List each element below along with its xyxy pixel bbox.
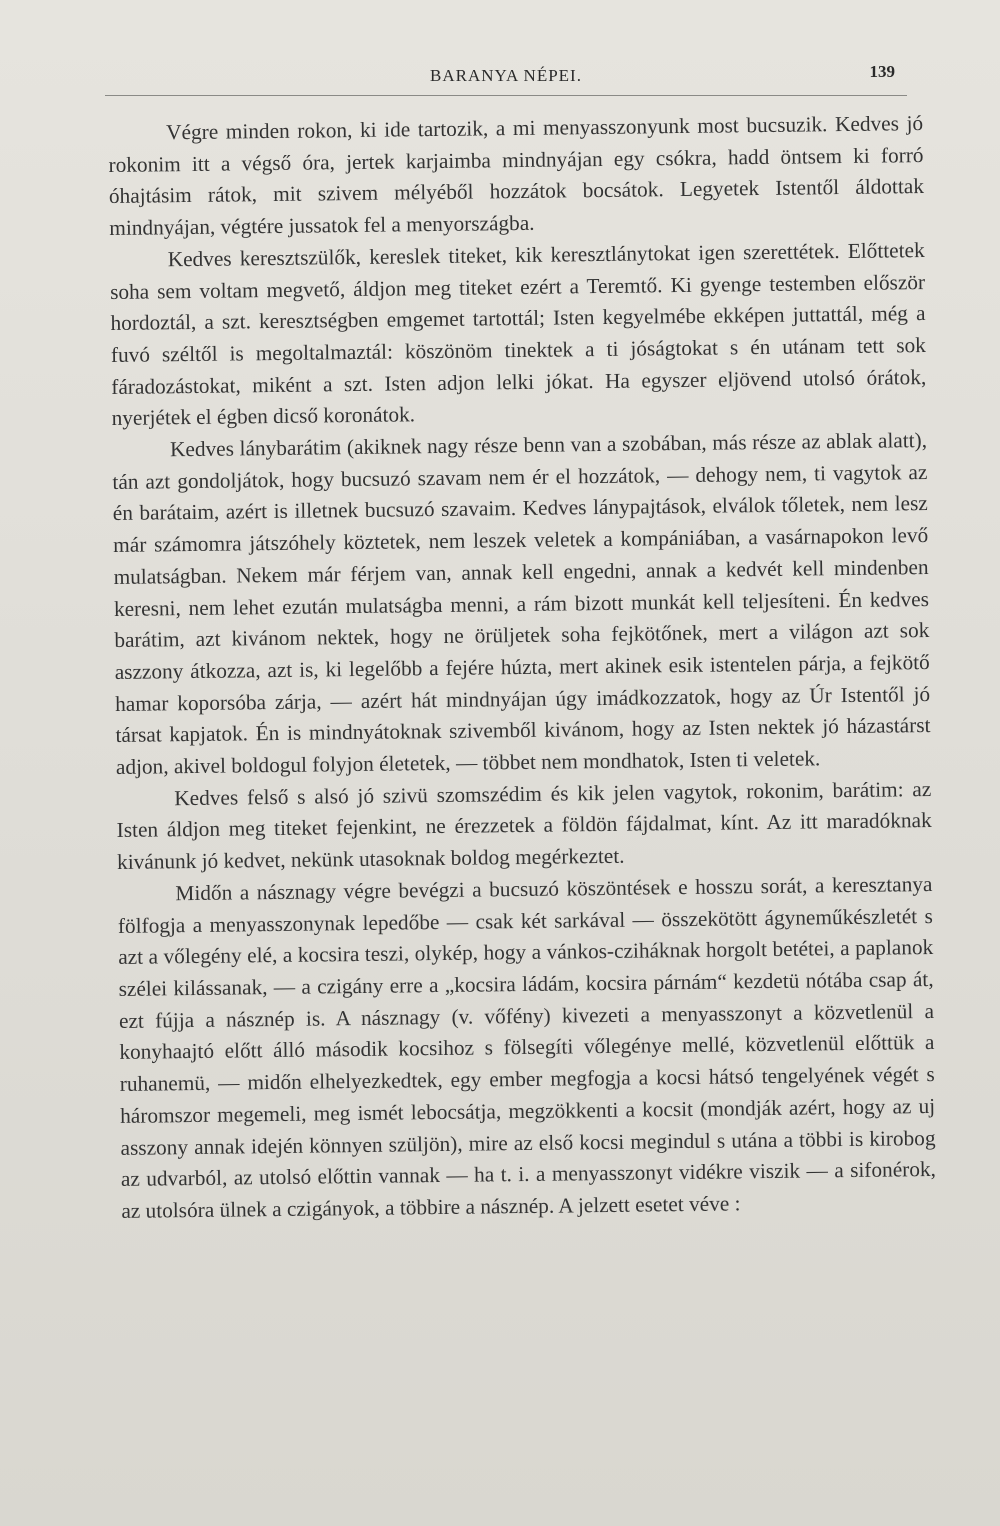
page-number: 139 <box>869 62 895 81</box>
body-text <box>108 108 936 1227</box>
paragraph: Midőn a násznagy végre bevégzi a bucsuzó köszöntések e hosszu sorát, a keresztanya fölfogja a menyasszonynak lepedőbe — csak két sarkával — összekötött ágyneműkészletét s azt a vőlegény elé, a kocsira teszi, olykép, hogy a vánkos-cziháknak horgolt betétei, a paplanok szélei kilássanak, — a czigány erre a „kocsira ládám, kocsira párnám“ kezdetü nótába csap át, ezt fújja a násznép is. A násznagy (v. vőfény) kivezeti a menyasszonyt a közvetlenül a konyhaajtó előtt álló második kocsihoz s fölsegíti vőlegénye mellé, közvetlenül előttük a ruhanemü, — midőn elhelyezkedtek, egy ember megfogja a kocsi hátsó tengelyének végét s háromszor megemeli, meg ismét lebocsátja, megzökkenti a kocsit (mondják azért, hogy az uj asszony annak idején könnyen szüljön), mire az első kocsi megindul s utána a többi is kirobog az udvarból, az utolsó előttin vannak — ha t. i. a menyasszonyt vidékre viszik — a sifonérok, az utolsóra ülnek a czigányok, a többire a násznép. A jelzett esetet véve : <box>117 871 937 1223</box>
header-rule <box>105 95 907 96</box>
page-header <box>105 58 907 98</box>
paragraph: Kedves lánybarátim (akiknek nagy része benn van a szobában, más része az ablak alatt), tán azt gondoljátok, hogy bucsuzó szavam nem ér el hozzátok, — dehogy nem, ti vagytok az én barátaim, azért is illetnek bucsuzó szavaim. Kedves lánypajtások, elválok tőletek, nem lesz már számomra játszóhely köztetek, nem leszek veletek a kompániában, a vasárnapokon levő mulatságban. Nekem már férjem van, annak kell engedni, annak a kedvét kell mindenben keresni, nem lehet ezután mulatságba menni, a rám bizott munkát kell teljesíteni. Én kedves barátim, azt kivánom nektek, hogy ne örüljetek soha fejkötőnek, mert a világon azt sok aszzony átkozza, azt is, ki legelőbb a fejére húzta, mert akinek esik istentelen párja, a fejkötő hamar koporsóba zárja, — azért hát mindnyájan úgy imádkozzatok, hogy az Úr Istentől jó társat kapjatok. Én is mindnyátoknak szivemből kivánom, hogy az Isten nektek jó házastárst adjon, akivel boldogul folyjon életetek, — többet nem mondhatok, Isten ti veletek. <box>112 428 931 780</box>
running-title: BARANYA NÉPEI. <box>430 66 582 85</box>
paragraph: Kedves felső s alsó jó szivü szomszédim és kik jelen vagytok, rokonim, barátim: az Isten áldjon meg titeket fejenkint, ne érezzetek a földön fájdalmat, kínt. Az itt maradóknak kivánunk jó kedvet, nekünk utasoknak boldog megérkeztet. <box>116 776 932 875</box>
paragraph: Végre minden rokon, ki ide tartozik, a mi menyasszonyunk most bucsuzik. Kedves jó rokonim itt a végső óra, jertek karjaimba mindnyájan egy csókra, hadd öntsem ki forró óhajtásim rátok, mit szivem mélyéből hozzátok bocsátok. Legyetek Istentől áldottak mindnyájan, végtére jussatok fel a menyországba. <box>108 111 925 241</box>
paragraph: Kedves keresztszülők, kereslek titeket, kik keresztlánytokat igen szerettétek. Előttetek soha sem voltam megvető, áldjon meg titeket ezért a Teremtő. Ki gyenge testemben először hordoztál, a szt. keresztségben emgemet tartottál; Isten kegyelmébe ekképen juttattál, még a fuvó széltől is megoltalmaztál: köszönöm tinektek a ti jóságtokat s én utánam tett sok fáradozástokat, miként a szt. Isten adjon lelki jókat. Ha egyszer eljövend utolsó órátok, nyerjétek el égben dicső koronátok. <box>109 237 927 431</box>
